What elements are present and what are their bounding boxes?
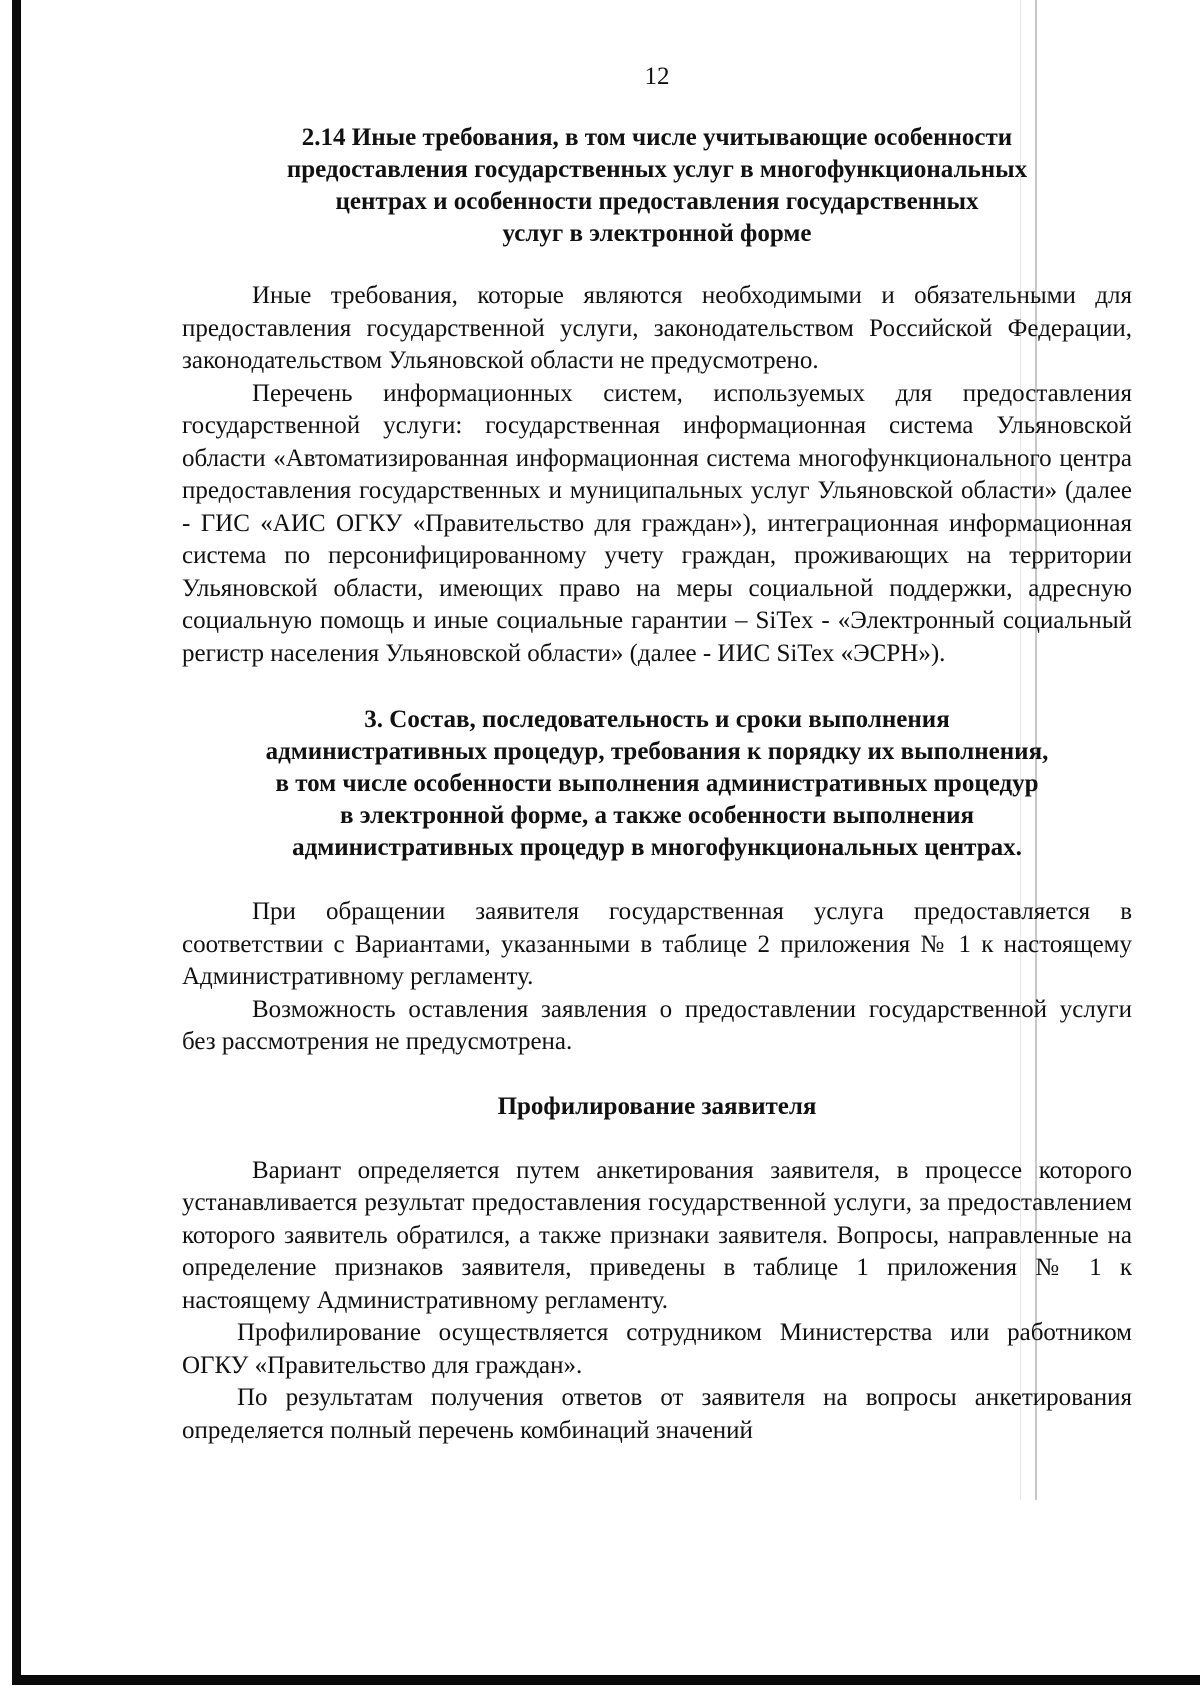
heading-line: 2.14 Иные требования, в том числе учитывающие особенности — [301, 124, 1013, 151]
scan-edge-bottom — [12, 1675, 1200, 1685]
heading-line: административных процедур, требования к порядку их выполнения, — [265, 738, 1049, 765]
paragraph: Профилирование осуществляется сотрудником Министерства или работником ОГКУ «Правительство для граждан». — [182, 1319, 1132, 1379]
scan-edge-left — [12, 0, 21, 1685]
paragraph: Иные требования, которые являются необходимыми и обязательными для предоставления государственной услуги, законодательством Российской Федерации, законодательством Ульяновской области не предусмотрено. — [182, 282, 1132, 374]
heading-line: 3. Состав, последовательность и сроки выполнения — [364, 706, 950, 733]
heading-line: центрах и особенности предоставления государственных — [335, 188, 979, 215]
paragraph: Вариант определяется путем анкетирования заявителя, в процессе которого устанавливается результат предоставления государственной услуги, за предоставлением которого заявитель обратился, а также признаки заявителя. Вопросы, направленные на определение признаков заявителя, приведены в таблице 1 приложения № 1 к настоящему Административному регламенту. — [182, 1156, 1132, 1314]
document-page — [182, 62, 1132, 1447]
paragraph: При обращении заявителя государственная услуга предоставляется в соответствии с Вариантами, указанными в таблице 2 приложения № 1 к настоящему Административному регламенту. — [182, 898, 1132, 990]
section-3-heading — [182, 704, 1132, 864]
section-2-14-heading — [182, 122, 1132, 250]
heading-line: в том числе особенности выполнения административных процедур — [275, 770, 1039, 797]
profiling-heading: Профилирование заявителя — [497, 1092, 817, 1120]
heading-line: административных процедур в многофункциональных центрах. — [292, 834, 1022, 861]
paragraph: По результатам получения ответов от заявителя на вопросы анкетирования определяется полный перечень комбинаций значений — [182, 1384, 1132, 1444]
heading-line: услуг в электронной форме — [502, 220, 812, 247]
paragraph: Перечень информационных систем, используемых для предоставления государственной услуги: государственная информационная система Ульяновской области «Автоматизированная информационная система многофункционального центра предоставления государственных и муниципальных услуг Ульяновской области» (далее - ГИС «АИС ОГКУ «Правительство для граждан»), интеграционная информационная система по персонифицированному учету граждан, проживающих на территории Ульяновской области, имеющих право на меры социальной поддержки, адресную социальную помощь и иные социальные гарантии – SiTex - «Электронный социальный регистр населения Ульяновской области» (далее - ИИС SiTex «ЭСРН»). — [182, 379, 1132, 667]
heading-line: предоставления государственных услуг в многофункциональных — [286, 156, 1028, 183]
paragraph: Возможность оставления заявления о предоставлении государственной услуги без рассмотрения не предусмотрена. — [182, 995, 1132, 1055]
page-number: 12 — [644, 63, 670, 90]
heading-line: в электронной форме, а также особенности выполнения — [339, 802, 975, 829]
